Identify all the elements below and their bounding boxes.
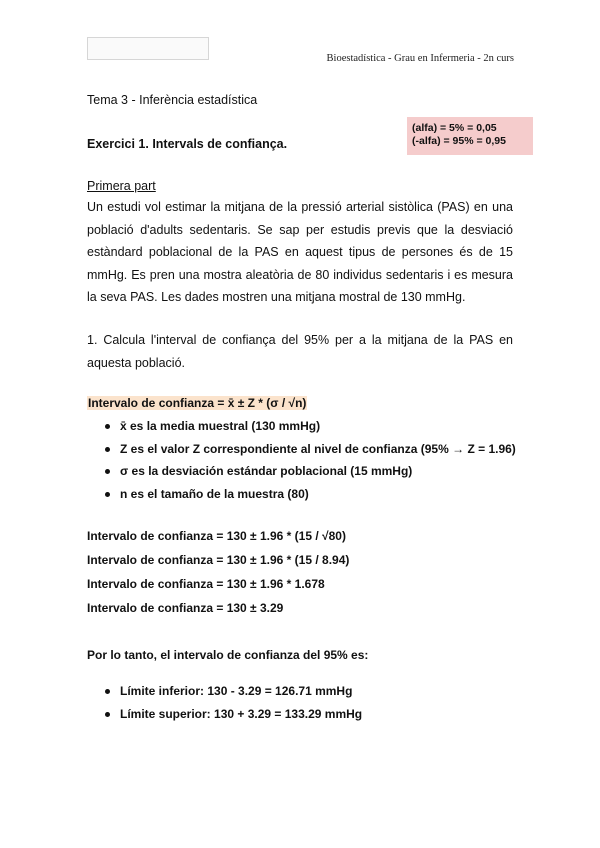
- list-item: σ es la desviación estándar poblacional (15 mmHg): [87, 460, 504, 483]
- list-item: Z es el valor Z correspondiente al nivel de confianza (95% → Z = 1.96): [87, 438, 504, 461]
- header-course-info: Bioestadística - Grau en Infermeria - 2n curs: [326, 53, 514, 64]
- logo-placeholder: [87, 37, 209, 60]
- alpha-line-1: (alfa) = 5% = 0,05: [412, 122, 497, 134]
- conclusion-text: Por lo tanto, el intervalo de confianza del 95% es:: [87, 648, 369, 662]
- calc-step: Intervalo de confianza = 130 ± 3.29: [87, 601, 284, 615]
- exercise-title: Exercici 1. Intervals de confiança.: [87, 137, 288, 151]
- topic-title: Tema 3 - Inferència estadística: [87, 93, 258, 107]
- calc-step: Intervalo de confianza = 130 ± 1.96 * (15 / √80): [87, 529, 346, 543]
- calculation-steps: [87, 525, 349, 621]
- limits-list: [87, 680, 363, 725]
- alpha-line-2: (-alfa) = 95% = 0,95: [412, 135, 506, 147]
- definitions-list: [87, 415, 516, 505]
- list-item: n es el tamaño de la muestra (80): [87, 483, 504, 506]
- problem-statement: Un estudi vol estimar la mitjana de la pressió arterial sistòlica (PAS) en una població d'adults sedentaris. Se sap per estudis previs que la desviació estàndard poblacional de la PAS en aquest tipus de persones és de 15 mmHg. Es pren una mostra aleatòria de 80 individus sedentaris i es mesura la seva PAS. Les dades mostren una mitjana mostral de 130 mmHg.: [87, 200, 513, 304]
- list-item: Límite inferior: 130 - 3.29 = 126.71 mmHg: [87, 680, 350, 703]
- calc-step: Intervalo de confianza = 130 ± 1.96 * (15 / 8.94): [87, 553, 350, 567]
- calc-step: Intervalo de confianza = 130 ± 1.96 * 1.678: [87, 577, 325, 591]
- alpha-note-box: [407, 117, 533, 155]
- list-item: Límite superior: 130 + 3.29 = 133.29 mmHg: [87, 703, 350, 726]
- part-label: Primera part: [87, 179, 156, 193]
- formula-highlight: Intervalo de confianza = x̄ ± Z * (σ / √n): [88, 396, 307, 410]
- question-1: 1. Calcula l'interval de confiança del 95% per a la mitjana de la PAS en aquesta població.: [87, 333, 513, 370]
- list-item: x̄ es la media muestral (130 mmHg): [87, 415, 504, 438]
